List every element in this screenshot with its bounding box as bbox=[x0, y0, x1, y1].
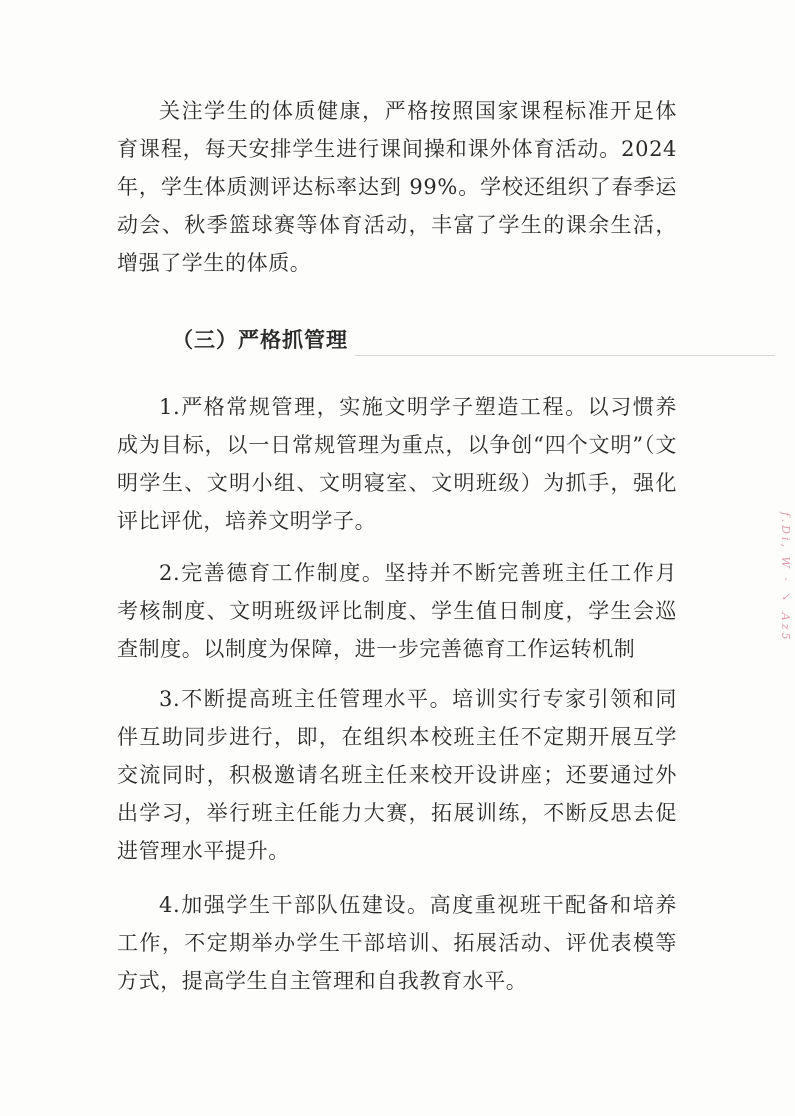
paragraph-routine-management: 1.严格常规管理，实施文明学子塑造工程。以习惯养成为目标，以一日常规管理为重点，以争创“四个文明”（文明学生、文明小组、文明寝室、文明班级）为抓手，强化评比评优，培养文明学子。 bbox=[117, 395, 677, 533]
paragraph-head-teacher-training: 3.不断提高班主任管理水平。培训实行专家引领和同伴互助同步进行，即，在组织本校班主任不定期开展互学交流同时，积极邀请名班主任来校开设讲座；还要通过外出学习，举行班主任能力大赛，拓展训练，不断反思去促进管理水平提升。 bbox=[117, 687, 677, 863]
paragraph-student-cadre-building: 4.加强学生干部队伍建设。高度重视班干配备和培养工作，不定期举办学生干部培训、拓展活动、评优表模等方式，提高学生自主管理和自我教育水平。 bbox=[117, 893, 677, 993]
paragraph-moral-education-system: 2.完善德育工作制度。坚持并不断完善班主任工作月考核制度、文明班级评比制度、学生值日制度，学生会巡查制度。以制度为保障，进一步完善德育工作运转机制 bbox=[117, 561, 677, 661]
paragraph-physical-health: 关注学生的体质健康，严格按照国家课程标准开足体育课程，每天安排学生进行课间操和课外体育活动。2024 年，学生体质测评达标率达到 99%。学校还组织了春季运动会、秋季篮球赛等体育活动，丰富了学生的课余生活，增强了学生的体质。 bbox=[117, 99, 677, 275]
section-heading-strict-management: （三）严格抓管理 bbox=[172, 328, 348, 352]
handwritten-margin-mark: f.Di, W · ✓ Az5 bbox=[779, 512, 792, 643]
scan-divider-line bbox=[355, 355, 775, 356]
